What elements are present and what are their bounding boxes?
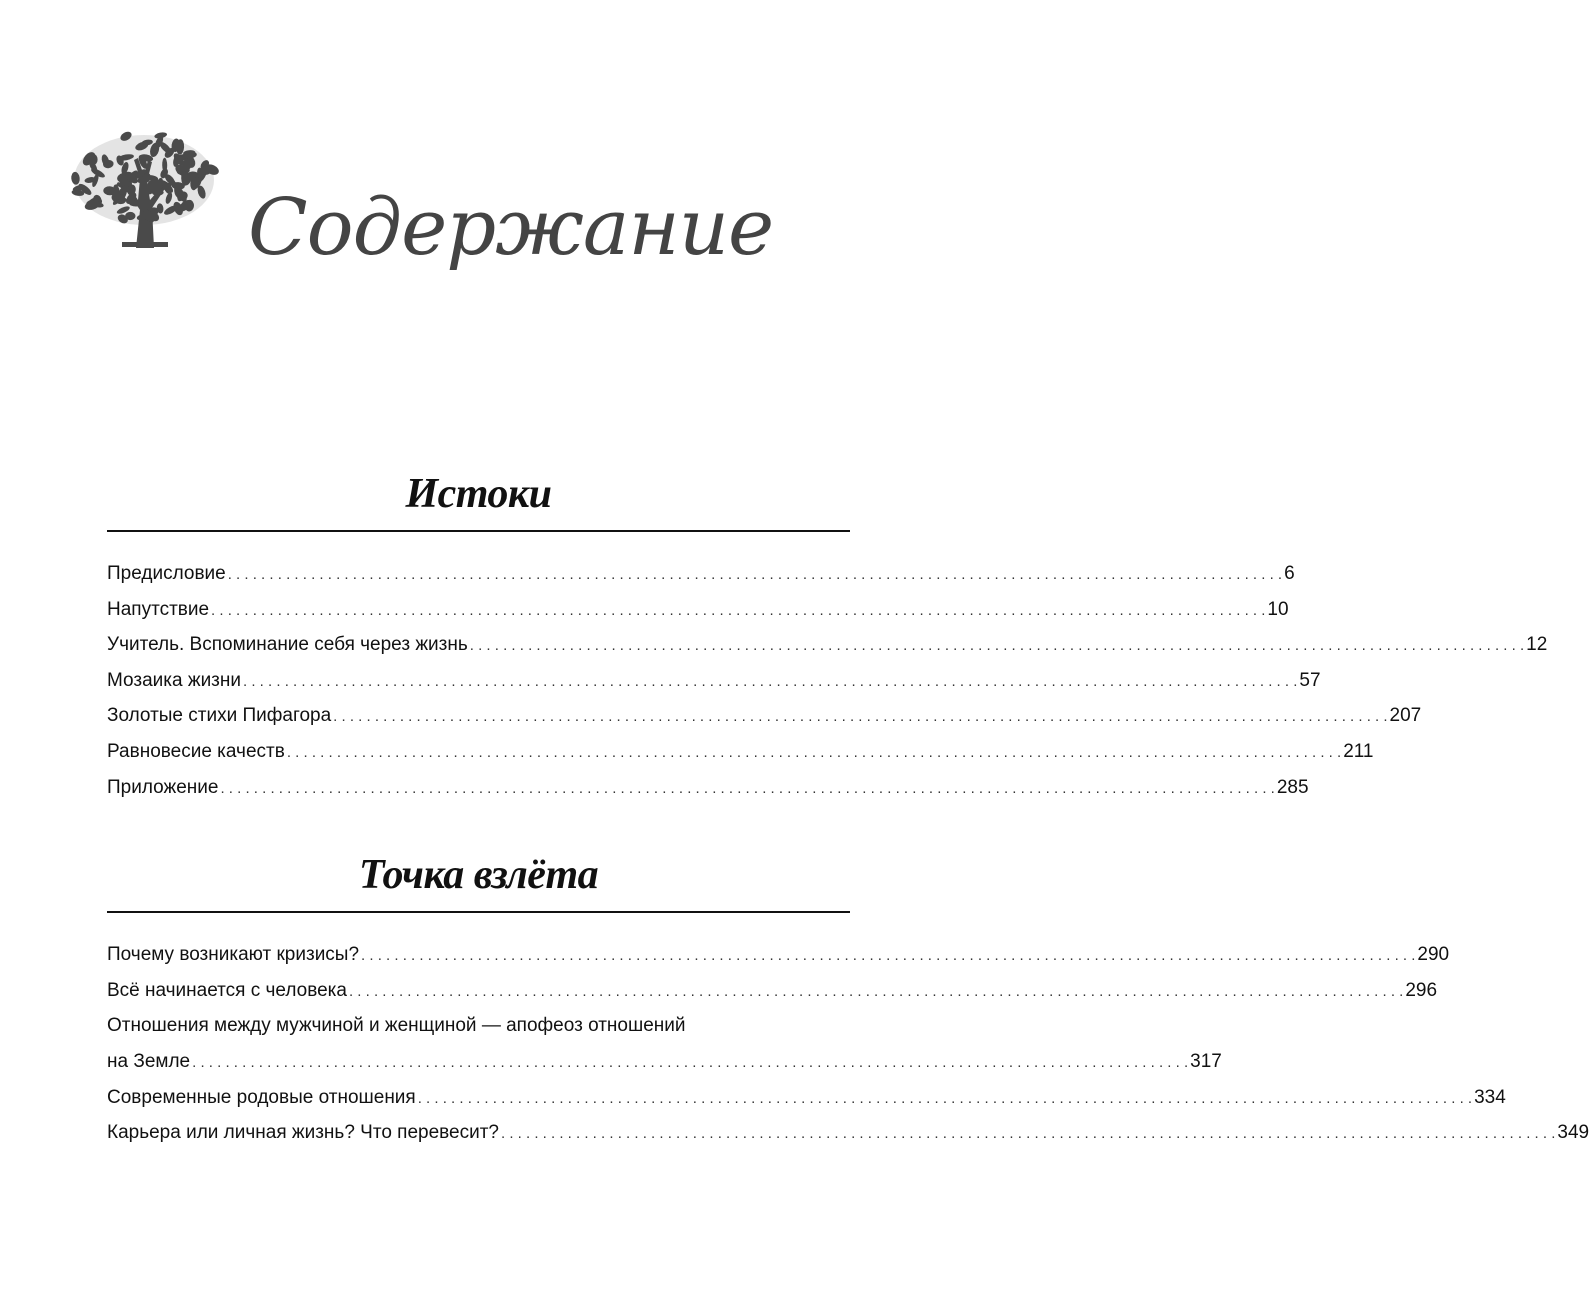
toc-entry-title-line1: Отношения между мужчиной и женщиной — апофеоз отношений [107,1015,686,1037]
toc-entry[interactable] [107,740,1374,764]
toc-entry-page: 334 [1474,1086,1506,1108]
toc-list [107,562,1548,800]
leader-dots [333,705,1387,729]
toc-entry-title: Карьера или личная жизнь? Что перевесит? [107,1122,499,1144]
toc-entry-page: 10 [1267,598,1289,620]
leader-dots [228,563,1282,587]
toc-entry-page: 6 [1284,563,1295,584]
toc-entry[interactable] [107,1014,1222,1074]
toc-entry-page: 207 [1389,705,1422,727]
section-title: Истоки [405,471,552,517]
section-title: Точка взлёта [358,852,599,898]
toc-entry-title: Напутствие [107,598,210,620]
toc-entry-title: Приложение [107,776,219,798]
toc-entry[interactable] [107,562,1295,586]
leader-dots [211,599,1265,623]
toc-entry[interactable] [107,776,1309,800]
toc-entry[interactable] [107,669,1321,693]
toc-entry-page: 285 [1276,776,1309,798]
leader-dots [418,1087,1472,1111]
toc-entry[interactable] [107,598,1289,622]
section-tochka-vzleta [107,847,1589,1157]
toc-entry-title: Почему возникают кризисы? [107,944,360,965]
toc-entry-title-line2: на Земле [107,1051,191,1073]
toc-entry[interactable] [107,943,1450,967]
toc-entry[interactable] [107,979,1438,1003]
toc-entry-title: Мозаика жизни [107,669,242,691]
toc-entry-page: 211 [1343,740,1374,762]
toc-entry-page: 296 [1405,979,1438,1001]
leader-dots [220,777,1274,801]
toc-entry[interactable] [107,704,1422,728]
toc-entry[interactable] [107,633,1548,657]
toc-entry-page: 290 [1417,944,1450,965]
page-title: Содержание [248,183,774,273]
toc-entry[interactable] [107,1121,1589,1145]
leader-dots [361,944,1415,968]
leader-dots [470,634,1524,658]
section-istoki [107,466,1548,811]
section-divider [107,911,850,913]
toc-entry-page: 349 [1557,1122,1589,1144]
toc-entry-title: Золотые стихи Пифагора [107,705,332,727]
section-divider [107,530,850,532]
toc-entry-page: 12 [1526,634,1548,656]
toc-entry-title: Равновесие качеств [107,740,285,762]
leader-dots [243,670,1297,694]
toc-entry-title: Современные родовые отношения [107,1086,416,1108]
toc-entry-title: Учитель. Вспоминание себя через жизнь [107,634,468,656]
leader-dots [349,980,1403,1004]
toc-entry-title: Предисловие [107,563,226,584]
toc-entry-page: 57 [1299,669,1321,691]
tree-icon [68,130,220,250]
toc-entry[interactable] [107,1086,1506,1110]
leader-dots [287,741,1341,765]
leader-dots [501,1122,1555,1146]
toc-entry-page: 317 [1190,1051,1222,1073]
toc-list [107,943,1589,1145]
toc-entry-title: Всё начинается с человека [107,979,347,1001]
leader-dots: . . . . . . . . . . . . . . . . . . . . . . . . . . . . . . . . . . . . . . . . . . . . . . . . . . . . . . . . . . . . . . . . . . . . . . . . . . . . . . . . . . . . . . . . . . . . . . . . . . . . . . . . . . . . . . . . . . . . . . . . [192,1054,1189,1072]
